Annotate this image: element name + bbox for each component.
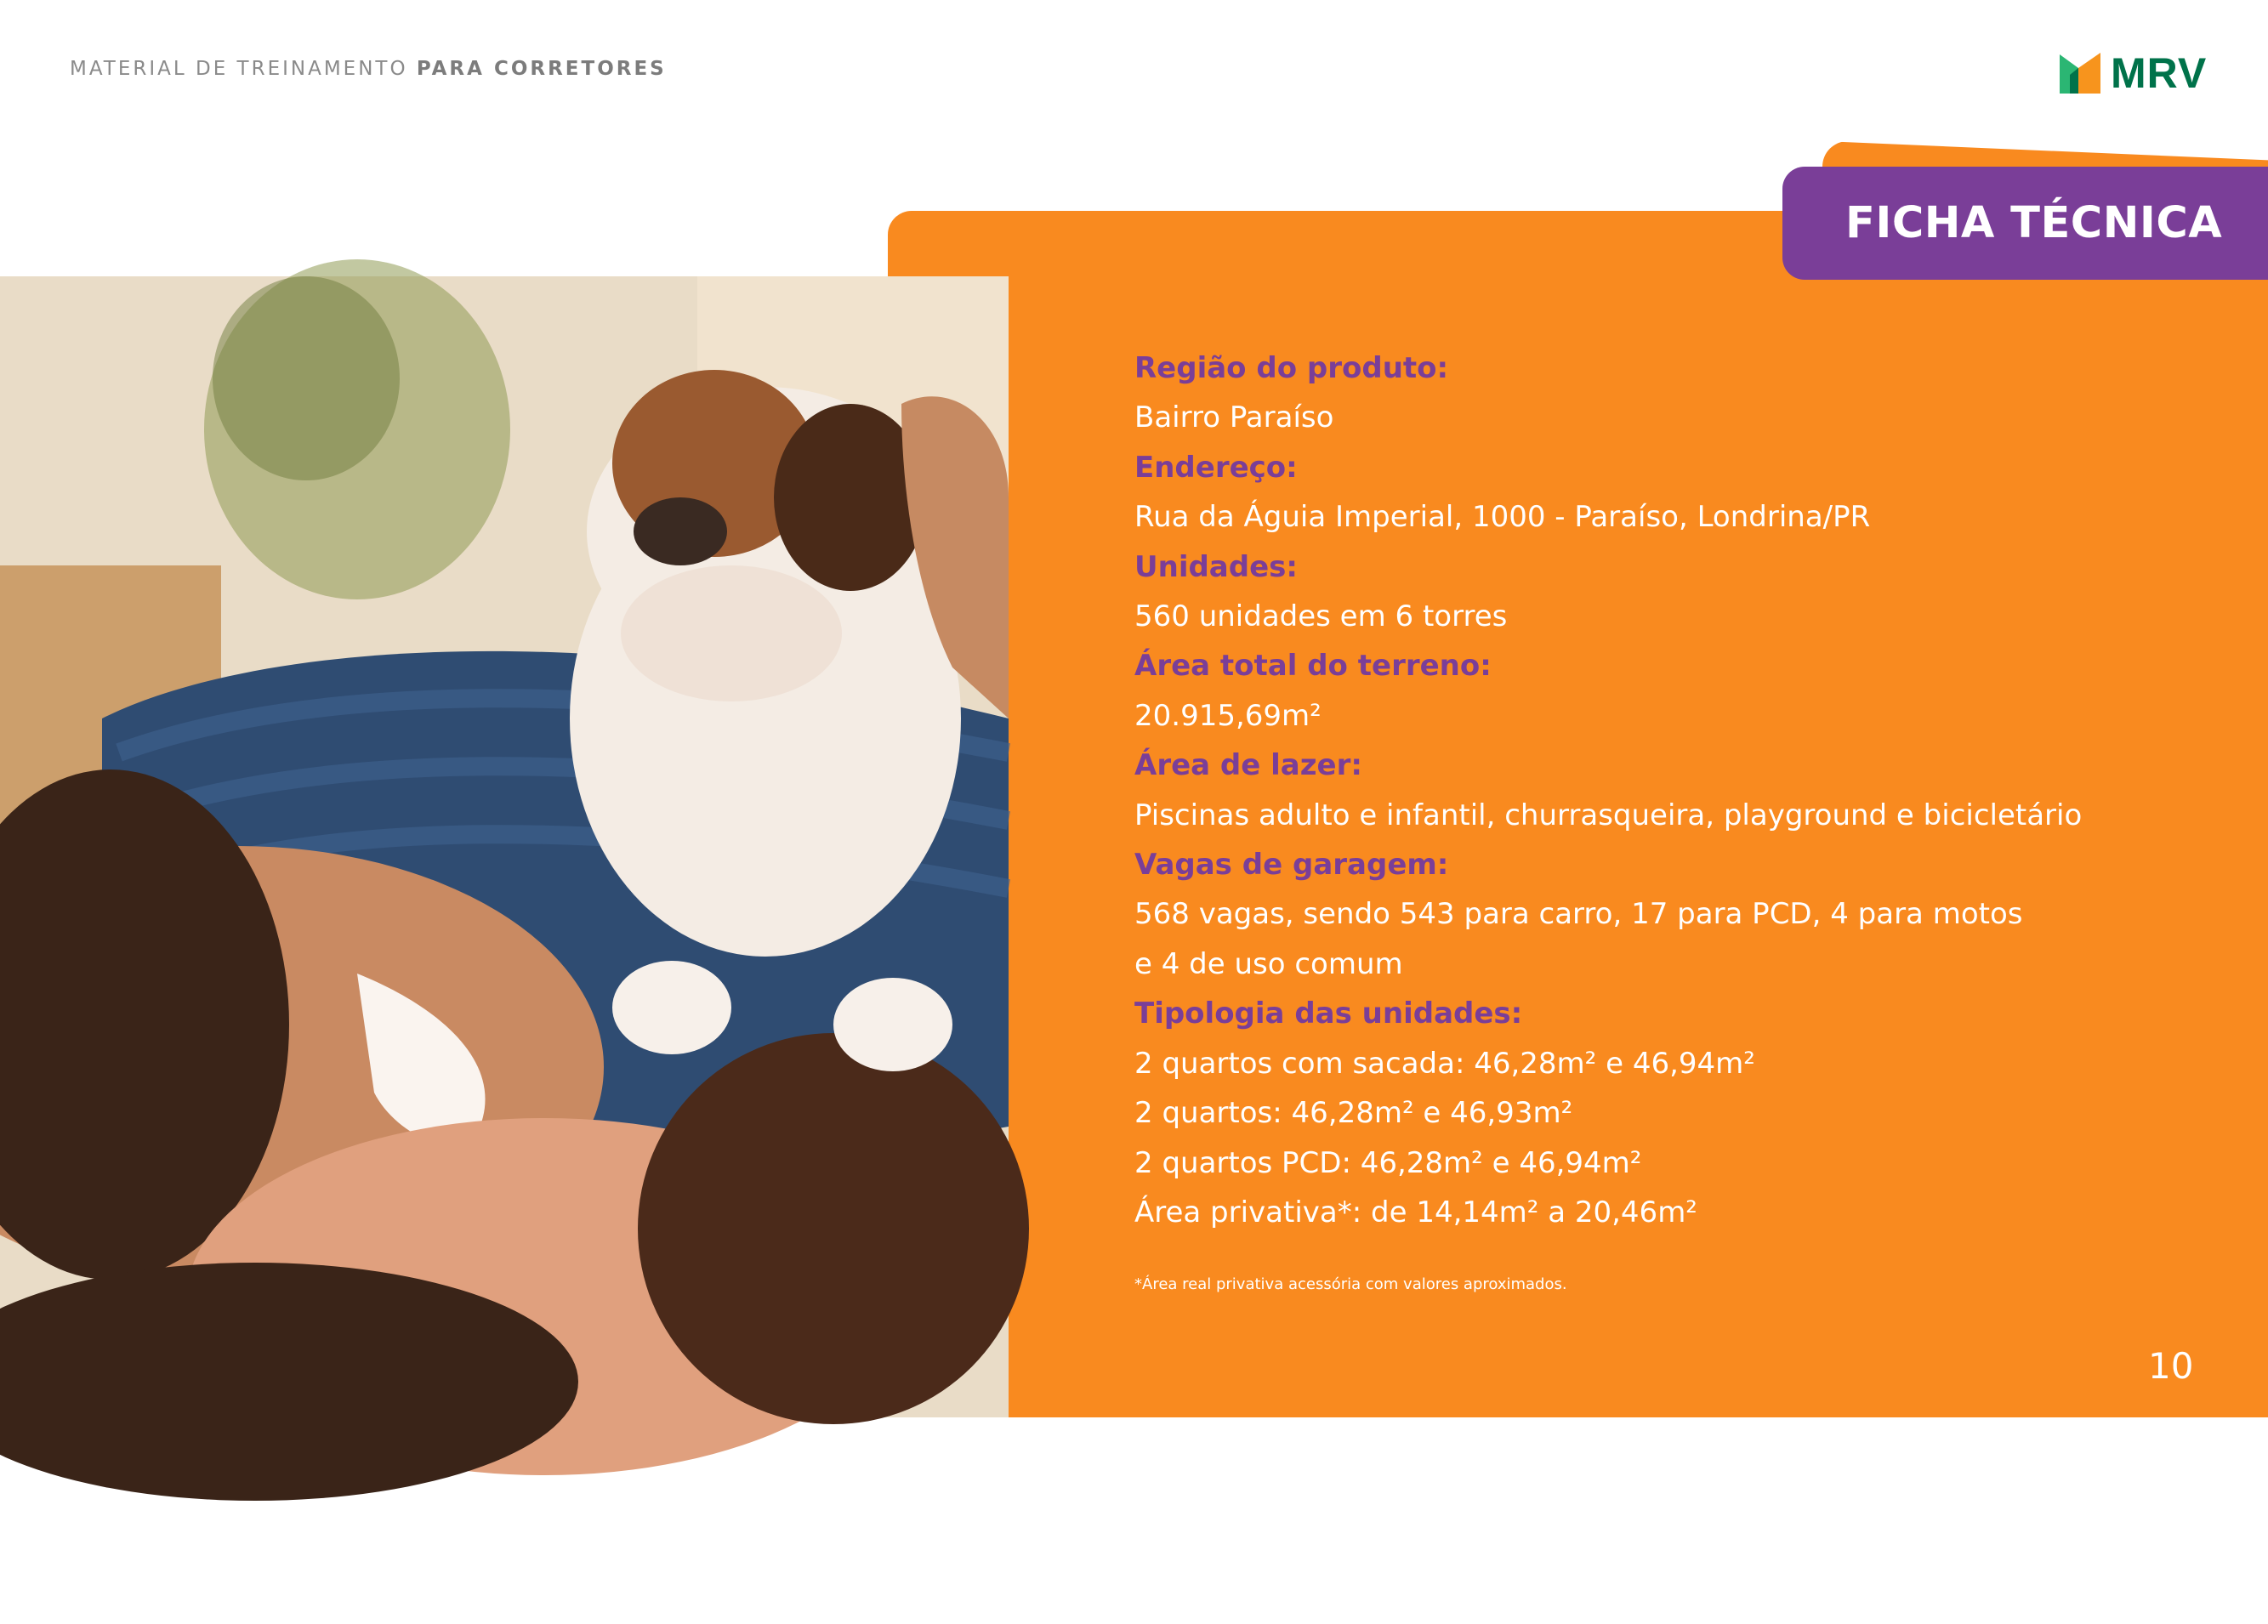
lifestyle-photo [0,276,1009,1624]
spec-item [1134,443,2206,542]
document-header [70,58,667,80]
section-tab: FICHA TÉCNICA [1782,167,2268,280]
footnote: *Área real privativa acessória com valores aproximados. [1134,1275,1567,1293]
spec-value: 568 vagas, sendo 543 para carro, 17 para PCD, 4 para motos [1134,897,2023,932]
spec-value: Bairro Paraíso [1134,400,1334,435]
photo-illustration [0,276,1009,1417]
spec-value: 2 quartos PCD: 46,28m² e 46,94m² [1134,1145,1642,1180]
spec-value: 2 quartos: 46,28m² e 46,93m² [1134,1096,1573,1131]
page-number: 10 [2148,1345,2194,1387]
spec-item [1134,989,2206,1237]
spec-label: Endereço: [1134,450,1298,485]
spec-value: 2 quartos com sacada: 46,28m² e 46,94m² [1134,1046,1755,1081]
spec-value: e 4 de uso comum [1134,946,1403,981]
spec-item [1134,344,2206,443]
spec-label: Vagas de garagem: [1134,848,1449,883]
spec-label: Região do produto: [1134,351,1449,385]
spec-label: Área de lazer: [1134,748,1362,783]
spec-item [1134,741,2206,840]
spec-item [1134,840,2206,989]
spec-list [1134,344,2206,1237]
spec-value: Piscinas adulto e infantil, churrasqueira, playground e bicicletário [1134,798,2083,832]
spec-label: Tipologia das unidades: [1134,997,1523,1031]
spec-label: Área total do terreno: [1134,649,1492,684]
spec-value: 560 unidades em 6 torres [1134,599,1508,634]
photo-caption: Imagem ilustrativa [64,1611,168,1624]
header-emphasis: PARA CORRETORES [416,58,667,80]
mrv-logo-text: MRV [2111,49,2208,97]
mrv-logo-mark-icon [2058,49,2106,97]
header-prefix: MATERIAL DE TREINAMENTO [70,58,408,80]
spec-value: Área privativa*: de 14,14m² a 20,46m² [1134,1195,1697,1229]
spec-value: Rua da Águia Imperial, 1000 - Paraíso, Londrina/PR [1134,500,1871,535]
mrv-logo [2058,49,2215,97]
spec-item [1134,641,2206,741]
spec-item [1134,542,2206,642]
spec-value: 20.915,69m² [1134,698,1322,733]
spec-label: Unidades: [1134,549,1298,584]
